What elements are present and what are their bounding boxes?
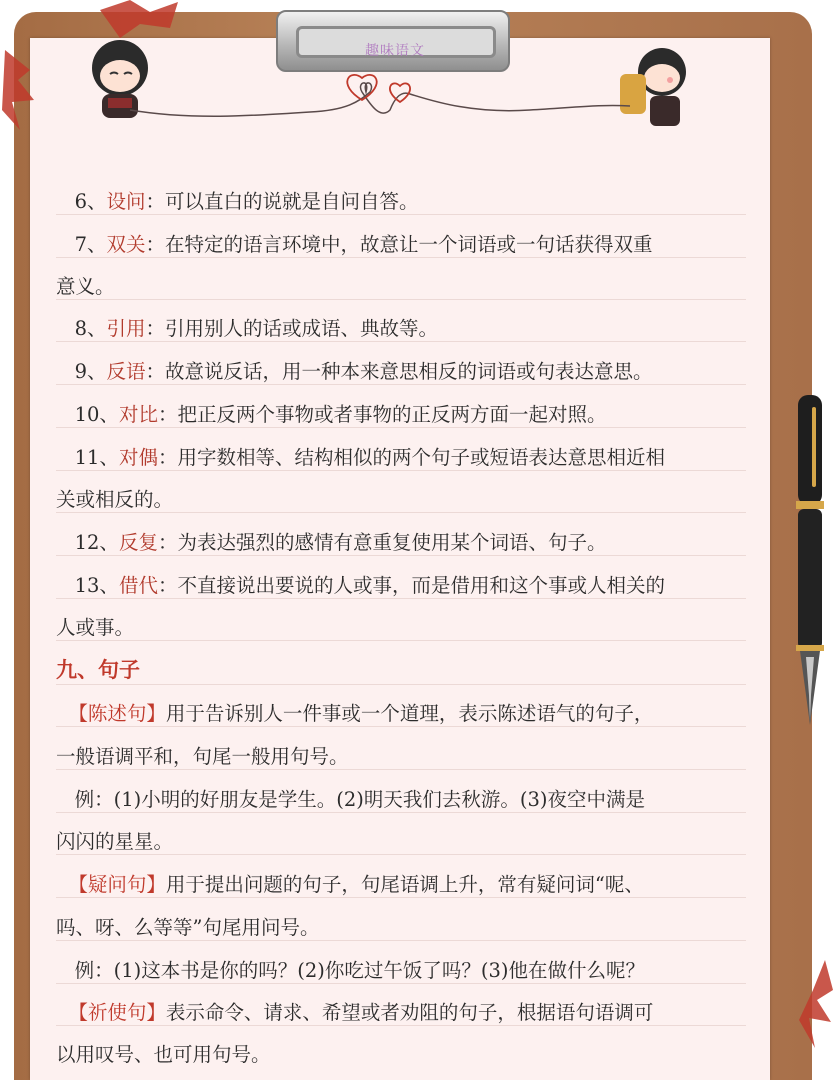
sentence-desc-continued: 以用叹号、也可用句号。 <box>56 1043 271 1066</box>
sentence-desc-continued: 一般语调平和，句尾一般用句号。 <box>56 745 349 768</box>
rhetoric-item-6 <box>56 190 748 214</box>
rhetoric-item-7 <box>56 233 748 257</box>
item-term: 对比 <box>118 403 158 426</box>
sentence-desc-continued: 吗、呀、么等等”句尾用问号。 <box>56 916 320 939</box>
item-number: 12、 <box>74 531 119 554</box>
interrogative-example <box>56 959 748 983</box>
item-number: 10、 <box>74 403 119 426</box>
item-desc: ：可以直白的说就是自问自答。 <box>145 190 419 213</box>
item-term: 反语 <box>106 360 146 383</box>
declarative-sentence <box>56 702 748 726</box>
item-number: 9、 <box>74 360 107 383</box>
rhetoric-item-9 <box>56 360 748 384</box>
item-desc: ：把正反两个事物或者事物的正反两方面一起对照。 <box>157 403 607 426</box>
item-desc-continued: 意义。 <box>56 275 115 298</box>
item-desc: ：引用别人的话或成语、典故等。 <box>145 317 439 340</box>
rhetoric-item-8 <box>56 317 748 341</box>
item-term: 借代 <box>118 574 158 597</box>
clip-title: 趣味语文 <box>365 43 425 59</box>
sentence-desc: 表示命令、请求、希望或者劝阻的句子，根据语句语调可 <box>165 1001 654 1024</box>
item-desc: ：在特定的语言环境中，故意让一个词语或一句话获得双重 <box>145 233 653 256</box>
item-term: 设问 <box>106 190 146 213</box>
example-text: 例：(1)这本书是你的吗？(2)你吃过午饭了吗？(3)他在做什么呢？ <box>74 959 645 982</box>
item-number: 13、 <box>74 574 119 597</box>
item-desc: ：为表达强烈的感情有意重复使用某个词语、句子。 <box>157 531 607 554</box>
item-number: 8、 <box>74 317 107 340</box>
item-term: 反复 <box>118 531 158 554</box>
example-text-continued: 闪闪的星星。 <box>56 830 174 853</box>
sentence-type-tag: 【祈使句】 <box>68 1001 166 1024</box>
rhetoric-item-13 <box>56 574 748 598</box>
rhetoric-item-11 <box>56 446 748 470</box>
sentence-type-tag: 【陈述句】 <box>68 702 166 725</box>
item-number: 7、 <box>74 233 107 256</box>
example-text: 例：(1)小明的好朋友是学生。(2)明天我们去秋游。(3)夜空中满是 <box>74 788 645 811</box>
sentence-desc: 用于告诉别人一件事或一个道理，表示陈述语气的句子， <box>165 702 654 725</box>
item-desc-continued: 关或相反的。 <box>56 488 174 511</box>
rhetoric-item-10 <box>56 403 748 427</box>
item-term: 对偶 <box>118 446 158 469</box>
imperative-sentence <box>56 1001 748 1025</box>
item-term: 双关 <box>106 233 146 256</box>
item-desc: ：故意说反话，用一种本来意思相反的词语或句表达意思。 <box>145 360 653 383</box>
item-number: 11、 <box>74 446 119 469</box>
item-desc-continued: 人或事。 <box>56 616 135 639</box>
sentence-desc: 用于提出问题的句子，句尾语调上升，常有疑问词“呢、 <box>165 873 644 896</box>
declarative-example <box>56 788 748 812</box>
item-number: 6、 <box>74 190 107 213</box>
sentence-type-tag: 【疑问句】 <box>68 873 166 896</box>
item-desc: ：用字数相等、结构相似的两个句子或短语表达意思相近相 <box>157 446 665 469</box>
item-desc: ：不直接说出要说的人或事，而是借用和这个事或人相关的 <box>157 574 665 597</box>
rhetoric-item-12 <box>56 531 748 555</box>
interrogative-sentence <box>56 873 748 897</box>
section-heading: 九、句子 <box>56 658 140 682</box>
item-term: 引用 <box>106 317 146 340</box>
